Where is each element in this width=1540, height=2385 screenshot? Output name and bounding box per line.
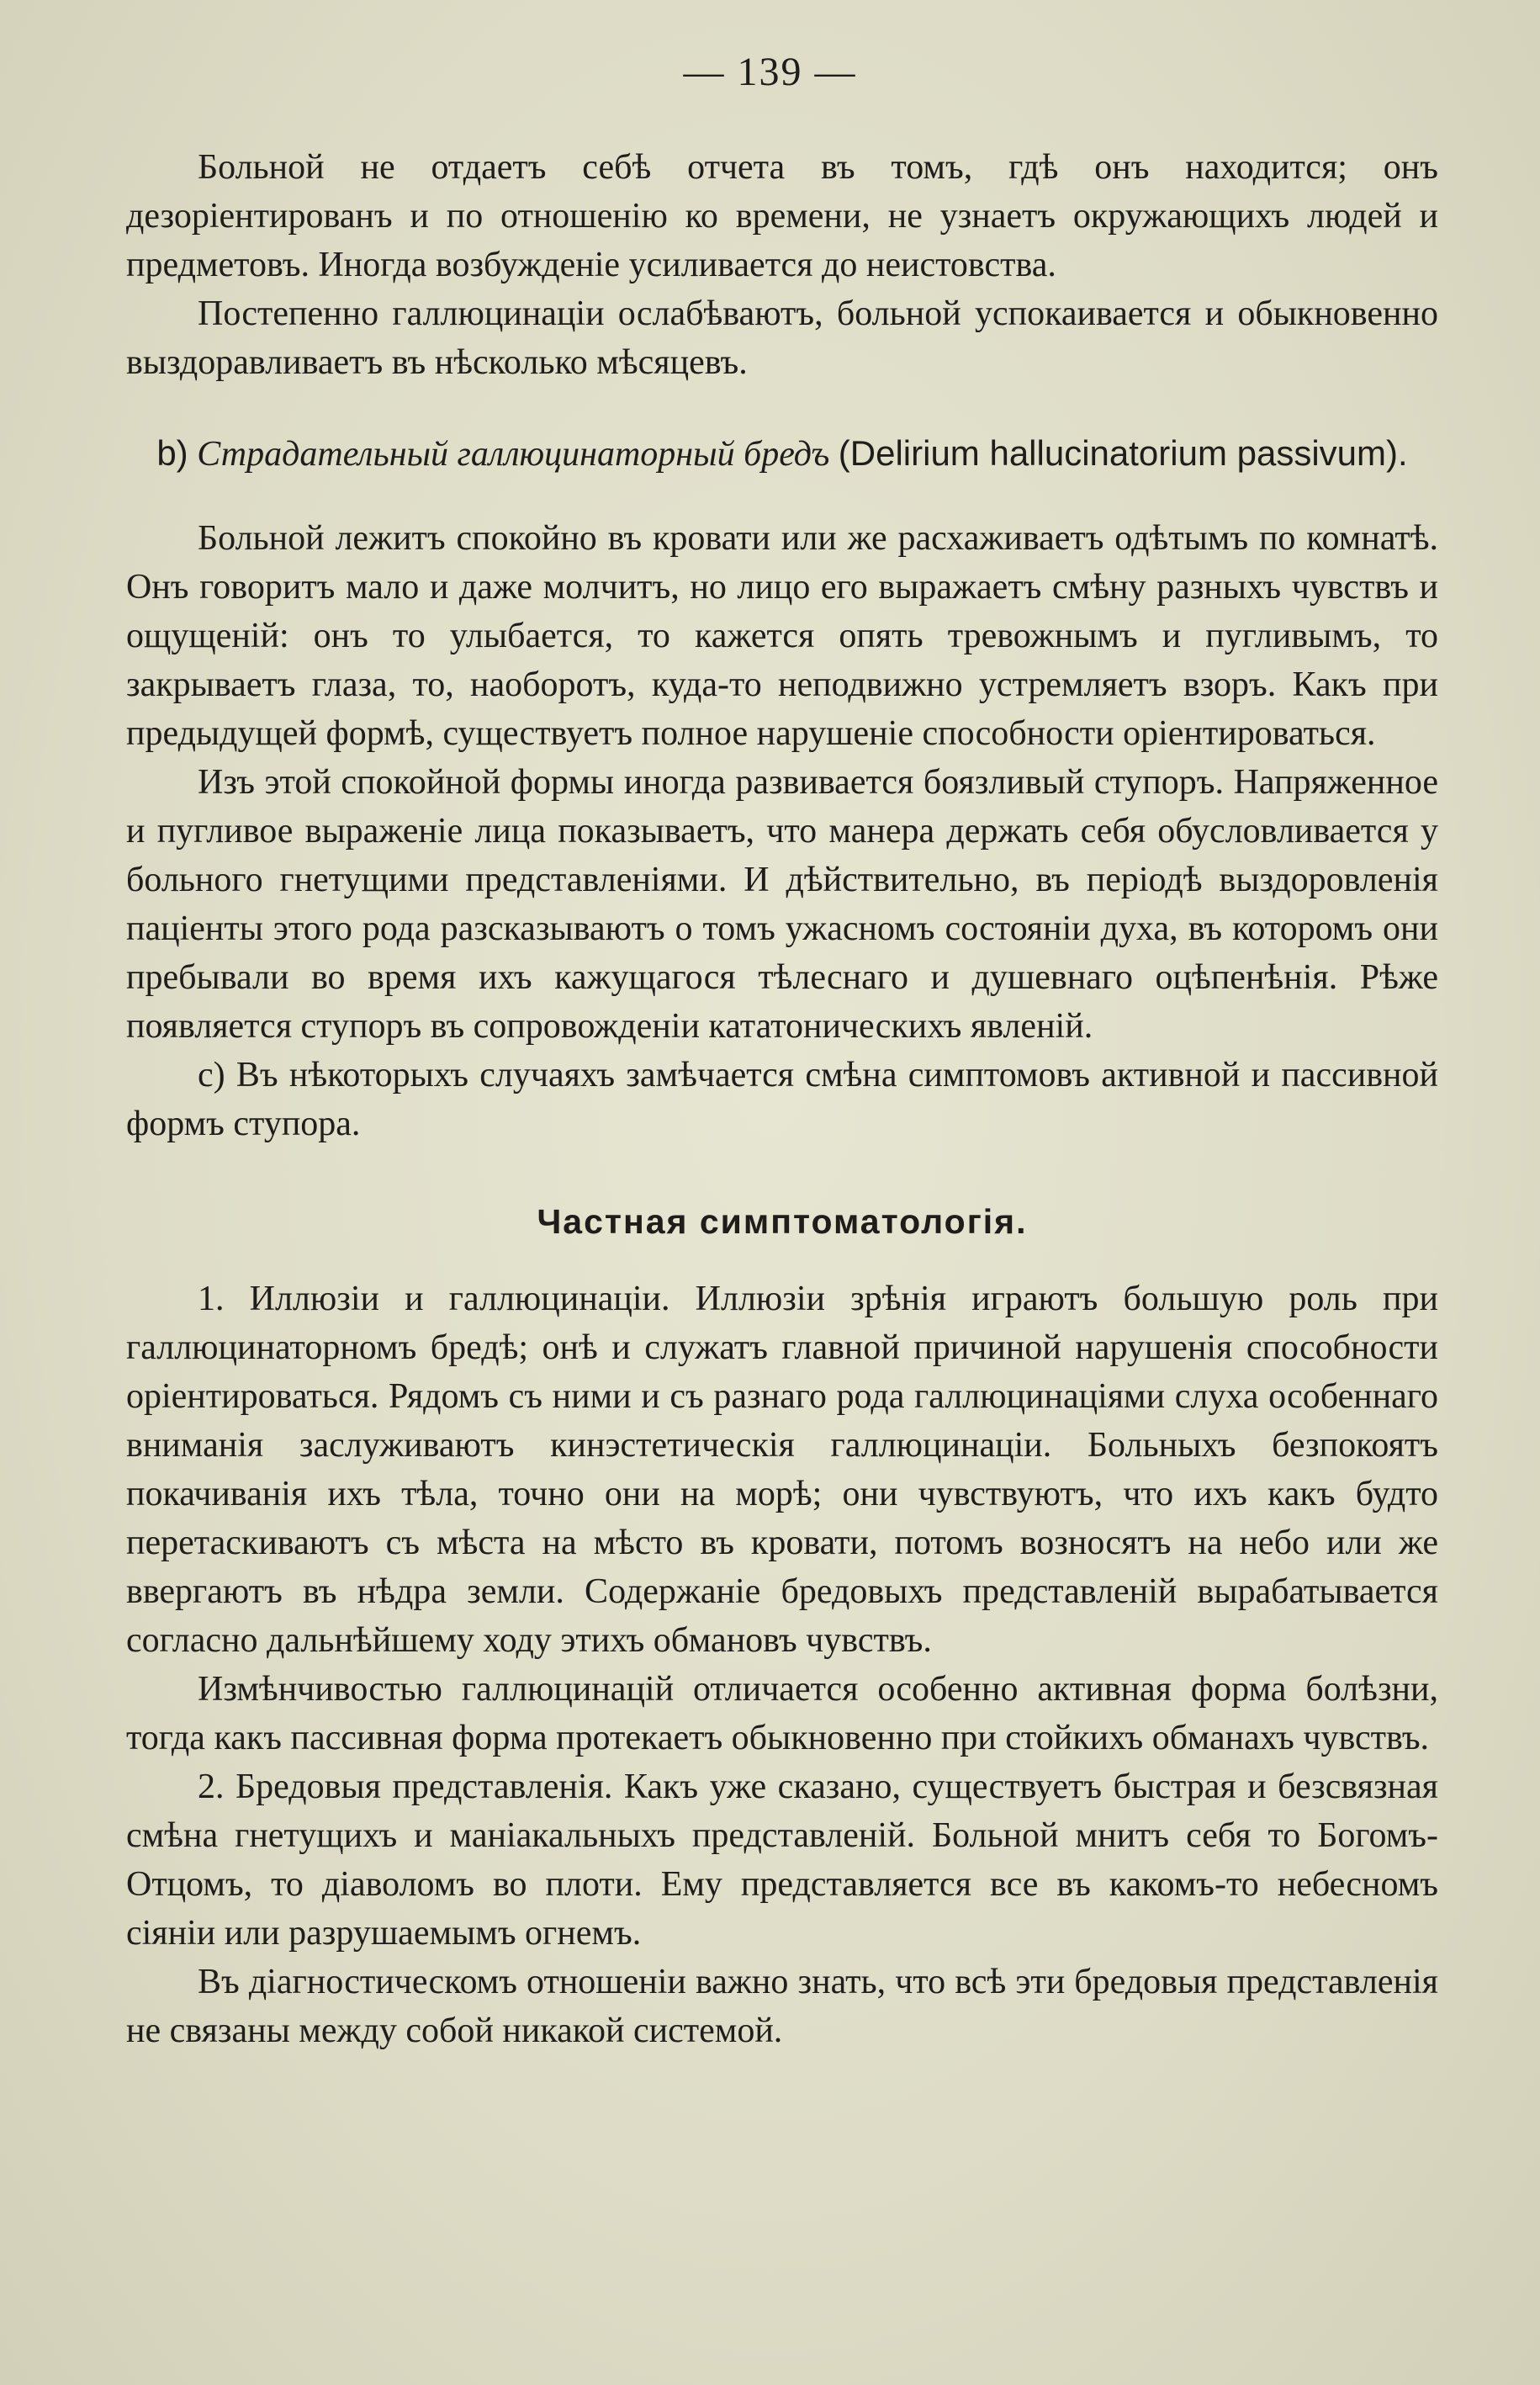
subheading-passive-delirium	[126, 429, 1438, 479]
paragraph-disorientation: Больной не отдаетъ себѣ отчета въ томъ, гдѣ онъ находится; онъ дезоріентированъ и по отношенію ко времени, не узнаетъ окружающихъ людей и предметовъ. Иногда возбужденіе усиливается до неистовства.	[126, 148, 1438, 284]
page-number: — 139 —	[683, 50, 857, 94]
paragraph-stupor: Изъ этой спокойной формы иногда развивается боязливый ступоръ. Напряженное и пугливое выраженіе лица показываетъ, что манера держать себя обусловливается у больного гнетущими представленіями. И дѣйствительно, въ періодѣ выздоровленія паціенты этого рода разсказываютъ о томъ ужасномъ состояніи духа, въ которомъ они пребывали во время ихъ кажущагося тѣлеснаго и душевнаго оцѣпенѣнія. Рѣже появляется ступоръ въ сопровожденіи кататоническихъ явленій.	[126, 763, 1438, 1046]
paragraph-illusions: 1. Иллюзіи и галлюцинаціи. Иллюзіи зрѣнія играютъ большую роль при галлюцинаторномъ бредѣ; онѣ и служатъ главной причиной нарушенія способности оріентироваться. Рядомъ съ ними и съ разнаго рода галлюцинаціями слуха особеннаго вниманія заслуживаютъ кинэстетическія галлюцинаціи. Больныхъ безпокоятъ покачиванія ихъ тѣла, точно они на морѣ; они чувствуютъ, что ихъ какъ будто перетаскиваютъ съ мѣста на мѣсто въ кровати, потомъ возносятъ на небо или же ввергаютъ въ нѣдра земли. Содержаніе бредовыхъ представленій вырабатывается согласно дальнѣйшему ходу этихъ обмановъ чувствъ.	[126, 1280, 1438, 1660]
subheading-latin-term: (Delirium hallucinatorium passivum).	[838, 433, 1408, 473]
paragraph-diagnostic: Въ діагностическомъ отношеніи важно знать, что всѣ эти бредовыя представленія не связаны между собой никакой системой.	[126, 1963, 1438, 2050]
page-body	[126, 143, 1438, 2055]
subheading-title: Страдательный галлюцинаторный бредъ	[197, 435, 830, 474]
paragraph-passive-description: Больной лежитъ спокойно въ кровати или же расхаживаетъ одѣтымъ по комнатѣ. Онъ говоритъ мало и даже молчитъ, но лицо его выражаетъ смѣну разныхъ чувствъ и ощущеній: онъ то улыбается, то кажется опять тревожнымъ и пугливымъ, то закрываетъ глаза, то, наоборотъ, куда-то неподвижно устремляетъ взоръ. Какъ при предыдущей формѣ, существуетъ полное нарушеніе способности оріентироваться.	[126, 519, 1438, 753]
section-title: Частная симптоматологія.	[537, 1202, 1028, 1241]
paragraph-variability: Измѣнчивостью галлюцинацій отличается особенно активная форма болѣзни, тогда какъ пассивная форма протекаетъ обыкновенно при стойкихъ обманахъ чувствъ.	[126, 1670, 1438, 1757]
subheading-marker: b)	[156, 433, 188, 473]
paragraph-delusional-ideas: 2. Бредовыя представленія. Какъ уже сказано, существуетъ быстрая и безсвязная смѣна гнетущихъ и маніакальныхъ представленій. Больной мнитъ себя то Богомъ-Отцомъ, то діаволомъ во плоти. Ему представляется все въ какомъ-то небесномъ сіяніи или разрушаемымъ огнемъ.	[126, 1768, 1438, 1953]
paragraph-mixed-forms: с) Въ нѣкоторыхъ случаяхъ замѣчается смѣна симптомовъ активной и пассивной формъ ступора.	[126, 1056, 1438, 1143]
paragraph-recovery: Постепенно галлюцинаціи ослабѣваютъ, больной успокаивается и обыкновенно выздоравливаетъ въ нѣсколько мѣсяцевъ.	[126, 294, 1438, 382]
